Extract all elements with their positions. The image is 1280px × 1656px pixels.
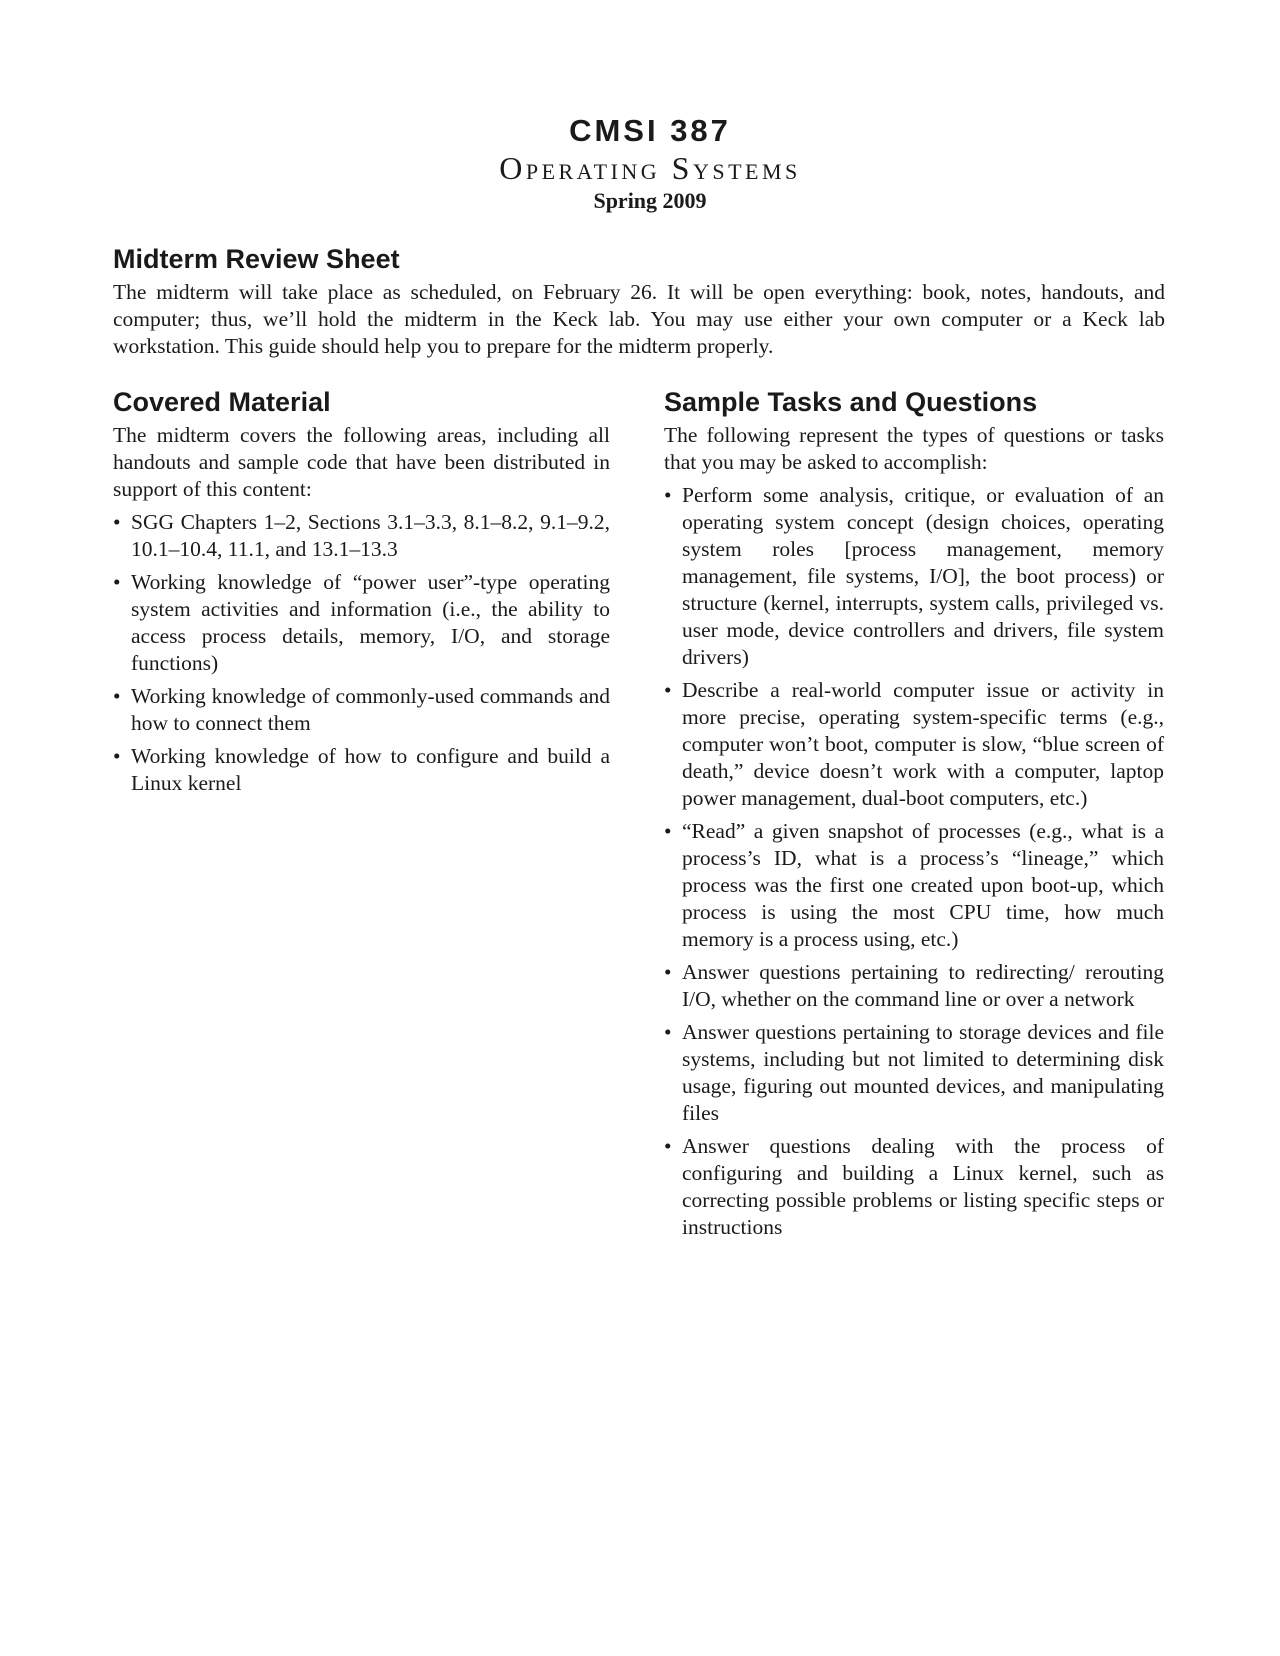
list-item-text: Describe a real-world computer issue or activity in more precise, operating system-specific terms (e.g., computer won’t boot, computer is slow, “blue screen of death,” device doesn’t work with a computer, laptop power management, dual-boot computers, etc.) <box>682 678 1164 810</box>
bullet-icon: • <box>113 744 121 768</box>
sample-intro: The following represent the types of questions or tasks that you may be asked to accomplish: <box>664 423 1164 474</box>
covered-material-section <box>113 386 610 803</box>
list-item <box>113 509 610 563</box>
course-name: Operating Systems <box>499 150 801 186</box>
bullet-icon: • <box>664 1020 672 1044</box>
list-item <box>664 677 1164 812</box>
list-item-text: Answer questions pertaining to redirecting/ rerouting I/O, whether on the command line or over a network <box>682 960 1164 1011</box>
midterm-title: Midterm Review Sheet <box>113 244 400 274</box>
list-item-text: Working knowledge of “power user”-type operating system activities and information (i.e., the ability to access process details, memory, I/O, and storage functions) <box>131 570 610 675</box>
bullet-icon: • <box>664 483 672 507</box>
list-item <box>664 482 1164 671</box>
sample-tasks-section <box>664 386 1164 1247</box>
list-item-text: SGG Chapters 1–2, Sections 3.1–3.3, 8.1–8.2, 9.1–9.2, 10.1–10.4, 11.1, and 13.1–13.3 <box>131 510 610 561</box>
list-item-text: “Read” a given snapshot of processes (e.g., what is a process’s ID, what is a process’s “lineage,” which process was the first one created upon boot-up, which process is using the most CPU time, how much memory is a process using, etc.) <box>682 819 1164 951</box>
term: Spring 2009 <box>593 188 707 213</box>
bullet-icon: • <box>664 819 672 843</box>
covered-title: Covered Material <box>113 387 331 417</box>
list-item <box>113 743 610 797</box>
course-code: CMSI 387 <box>569 113 731 148</box>
bullet-icon: • <box>113 510 121 534</box>
covered-intro: The midterm covers the following areas, including all handouts and sample code that have been distributed in support of this content: <box>113 423 610 501</box>
list-item <box>664 1133 1164 1241</box>
bullet-icon: • <box>113 684 121 708</box>
midterm-section <box>113 243 1165 360</box>
list-item <box>113 683 610 737</box>
bullet-icon: • <box>113 570 121 594</box>
bullet-icon: • <box>664 1134 672 1158</box>
list-item <box>113 569 610 677</box>
list-item-text: Perform some analysis, critique, or evaluation of an operating system concept (design choices, operating system roles [process management, memory management, file systems, I/O], the boot process) or structure (kernel, interrupts, system calls, privileged vs. user mode, device controllers and drivers, file system drivers) <box>682 483 1164 669</box>
covered-list <box>113 509 610 797</box>
bullet-icon: • <box>664 678 672 702</box>
document-header <box>0 112 1280 216</box>
list-item <box>664 959 1164 1013</box>
sample-title: Sample Tasks and Questions <box>664 387 1038 417</box>
list-item <box>664 1019 1164 1127</box>
midterm-intro: The midterm will take place as scheduled, on February 26. It will be open everything: book, notes, handouts, and computer; thus, we’ll hold the midterm in the Keck lab. You may use either your own computer or a Keck lab workstation. This guide should help you to prepare for the midterm properly. <box>113 280 1165 358</box>
list-item-text: Answer questions pertaining to storage devices and file systems, including but not limited to determining disk usage, figuring out mounted devices, and manipulating files <box>682 1020 1164 1125</box>
list-item-text: Working knowledge of how to configure and build a Linux kernel <box>131 744 610 795</box>
list-item <box>664 818 1164 953</box>
sample-list <box>664 482 1164 1241</box>
list-item-text: Working knowledge of commonly-used commands and how to connect them <box>131 684 610 735</box>
list-item-text: Answer questions dealing with the process of configuring and building a Linux kernel, such as correcting possible problems or listing specific steps or instructions <box>682 1134 1164 1239</box>
bullet-icon: • <box>664 960 672 984</box>
